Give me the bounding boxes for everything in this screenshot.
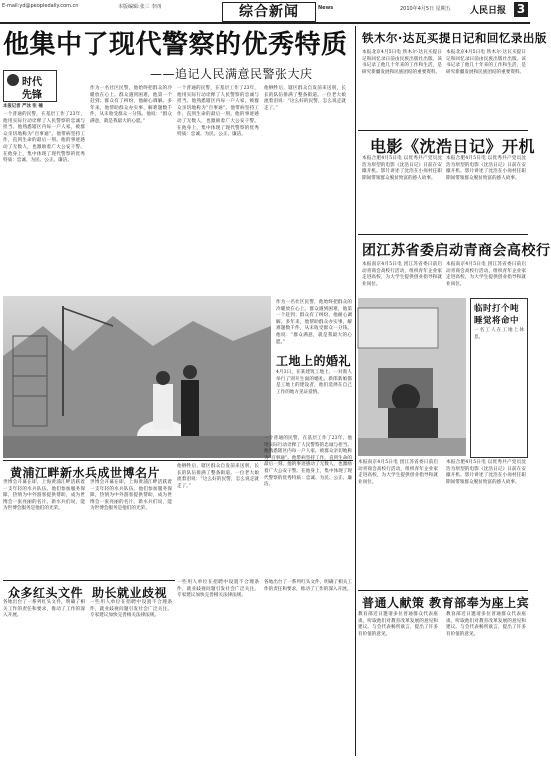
lead-byline: 本报记者 严冰 张 楠 <box>3 104 43 109</box>
lead-body-continued: 作为一名社区民警，他始终把群众的冷暖放在心上。群众遇到困难，他第一个赶到；群众有了纠纷，他耐心调解。多年来，他帮助群众办实事、解难题数千件，从未收受群众一分钱。他说：“群众满意，就是我最大的心愿。” <box>276 300 352 345</box>
badge-top-text: 时代 <box>22 77 42 88</box>
tuanjiang-body-2: 本报南京4月5日电 团江苏省委日前启动青商会高校行活动，组织青年企业家走进高校，为大学生提供创业指导和就业岗位。 <box>446 262 526 287</box>
section-title: 综合新闻 <box>222 2 316 22</box>
huangpu-body-3: 他牺牲后，辖区群众自发前来送别，长长的队伍排满了整条街道。一位老大娘流着泪说：“这么好的民警，怎么说走就走了。” <box>177 464 259 489</box>
zhuli-body: 一些用人单位在招聘中设置不合理条件，就业歧视问题引发社会广泛关注。专家建议加快完善相关法律法规。 <box>90 600 172 619</box>
tuanjiang-headline: 团江苏省委启动青商会高校行 <box>362 243 551 259</box>
wedding-title: 工地上的婚礼 <box>276 354 352 368</box>
wedding-photo-illustration <box>3 296 271 458</box>
divider-rule <box>3 580 175 581</box>
wuling-subhead: 睡觉将命中 <box>474 316 520 326</box>
huangpu-headline: 黄浦江畔新水兵成世博名片 <box>10 466 161 480</box>
putong-body-2: 教育部近日邀请多位普通群众代表座谈，听取他们对教育改革发展的意见和建议。与会代表畅所欲言，提出了许多有价值的意见。 <box>446 612 526 637</box>
tuanjiang-body-1: 本报南京4月5日电 团江苏省委日前启动青商会高校行活动，组织青年企业家走进高校，为大学生提供创业指导和就业岗位。 <box>362 262 442 287</box>
wuling-headline: 临时打个吨 <box>474 304 520 314</box>
tiemuer-body-1: 本报北京4月5日电 铁木尔·达瓦买提日记和回忆录日前由民族出版社出版。该书记录了他几十年来的工作和生活，是研究新疆发展和民族团结的重要资料。 <box>362 50 442 75</box>
shenhao-body-1: 本报合肥4月5日电 以优秀共产党员沈浩为原型的电影《沈浩日记》日前在安徽开机。影片讲述了沈浩在小岗村任职期间带领群众脱贫致富的感人故事。 <box>362 156 442 181</box>
shenhao-headline: 电影《沈浩日记》开机 <box>370 137 536 156</box>
divider-rule <box>358 130 528 131</box>
putong-body-1: 教育部近日邀请多位普通群众代表座谈，听取他们对教育改革发展的意见和建议。与会代表畅所欲言，提出了许多有价值的意见。 <box>358 612 438 637</box>
right-body-1: 本报南京4月5日电 团江苏省委日前启动青商会高校行活动，组织青年企业家走进高校，为大学生提供创业指导和就业岗位。 <box>358 460 438 485</box>
lead-body-col-2: 作为一名社区民警，他始终把群众的冷暖放在心上。群众遇到困难，他第一个赶到；群众有了纠纷，他耐心调解。多年来，他帮助群众办实事、解难题数千件，从未收受群众一分钱。他说：“群众满意，就是我最大的心愿。” <box>90 86 172 124</box>
star-icon <box>7 74 19 86</box>
zhuli-body-2: 一些用人单位在招聘中设置不合理条件，就业歧视问题引发社会广泛关注。专家建议加快完善相关法律法规。 <box>177 580 259 599</box>
hongwen-body: 各地出台了一系列红头文件，明确了相关工作的责任和要求，推动了工作的深入开展。 <box>3 600 85 619</box>
huangpu-body-1: 世博会开幕在即，上海黄浦江畔活跃着一支年轻的水兵队伍。他们参加服务保障，热情为中外游客提供帮助，成为世博会一张亮丽的名片。新水兵们说，能为世博会服务是他们的光荣。 <box>3 480 85 512</box>
lead-headline: 他集中了现代警察的优秀特质 <box>3 30 348 60</box>
wedding-caption: 4月3日，在某建筑工地上，一对新人举行了别开生面的婚礼。新郎新娘都是工地上的建设者，他们选择在自己工作的地方见证爱情。 <box>276 370 352 395</box>
header-date: 2010年4月5日 星期五 <box>400 6 451 12</box>
wuling-caption: 一名工人在工地上休息。 <box>474 328 524 340</box>
shenhao-body-2: 本报合肥4月5日电 以优秀共产党员沈浩为原型的电影《沈浩日记》日前在安徽开机。影片讲述了沈浩在小岗村任职期间带领群众脱贫致富的感人故事。 <box>446 156 526 181</box>
zhuli-headline: 助长就业歧视 <box>92 586 168 600</box>
badge-bottom-text: 先锋 <box>22 90 42 101</box>
lead-body-col-3: 一个普通的民警，在基层工作了23年，他用实际行动诠释了人民警察的忠诚与担当。他熟悉辖区内每一户人家，被群众亲切地称为“百事通”。他带病坚持工作，直到生命的最后一刻。他的事迹感动了无数人，也激励着广大公安干警。在他身上，集中体现了现代警察的优秀特质：忠诚、为民、公正、廉洁。 <box>177 86 259 138</box>
lead-body-col-1: 一个普通的民警，在基层工作了23年，他用实际行动诠释了人民警察的忠诚与担当。他熟悉辖区内每一户人家，被群众亲切地称为“百事通”。他带病坚持工作，直到生命的最后一刻。他的事迹感动了无数人，也激励着广大公安干警。在他身上，集中体现了现代警察的优秀特质：忠诚、为民、公正、廉洁。 <box>3 112 85 164</box>
page-number: 3 <box>514 2 528 17</box>
worker-photo-illustration <box>358 298 466 456</box>
tiemuer-headline: 铁木尔·达瓦买提日记和回忆录出版 <box>362 31 547 45</box>
era-pioneer-badge <box>3 70 57 102</box>
header-email: E-mail:yd@peopledaily.com.cn <box>2 3 79 9</box>
divider-rule <box>358 234 528 235</box>
column-body-misc: 一个普通的民警，在基层工作了23年，他用实际行动诠释了人民警察的忠诚与担当。他熟悉辖区内每一户人家，被群众亲切地称为“百事通”。他带病坚持工作，直到生命的最后一刻。他的事迹感动了无数人，也激励着广大公安干警。在他身上，集中体现了现代警察的优秀特质：忠诚、为民、公正、廉洁。 <box>264 436 352 488</box>
wedding-photo <box>3 296 271 458</box>
header-editor: 本版编辑:张三 李四 <box>118 4 162 10</box>
huangpu-body-2: 世博会开幕在即，上海黄浦江畔活跃着一支年轻的水兵队伍。他们参加服务保障，热情为中外游客提供帮助，成为世博会一张亮丽的名片。新水兵们说，能为世博会服务是他们的光荣。 <box>90 480 172 512</box>
header-news-label: News <box>318 5 334 11</box>
column-divider <box>355 26 356 756</box>
masthead-logo: 人民日报 <box>470 6 507 16</box>
lead-subhead: ——追记人民满意民警张大庆 <box>150 67 313 81</box>
tiemuer-body-2: 本报北京4月5日电 铁木尔·达瓦买提日记和回忆录日前由民族出版社出版。该书记录了他几十年来的工作和生活，是研究新疆发展和民族团结的重要资料。 <box>446 50 526 75</box>
putong-headline: 普通人献策 教育部奉为座上宾 <box>362 596 530 610</box>
lead-body-col-4: 他牺牲后，辖区群众自发前来送别，长长的队伍排满了整条街道。一位老大娘流着泪说：“这么好的民警，怎么说走就走了。” <box>264 86 346 111</box>
hongwen-headline: 众多红头文件 <box>8 586 84 600</box>
right-body-2: 本报合肥4月5日电 以优秀共产党员沈浩为原型的电影《沈浩日记》日前在安徽开机。影片讲述了沈浩在小岗村任职期间带领群众脱贫致富的感人故事。 <box>446 460 526 485</box>
hongwen-body-2: 各地出台了一系列红头文件，明确了相关工作的责任和要求，推动了工作的深入开展。 <box>264 580 352 592</box>
divider-rule <box>358 590 528 591</box>
worker-photo <box>358 298 466 456</box>
